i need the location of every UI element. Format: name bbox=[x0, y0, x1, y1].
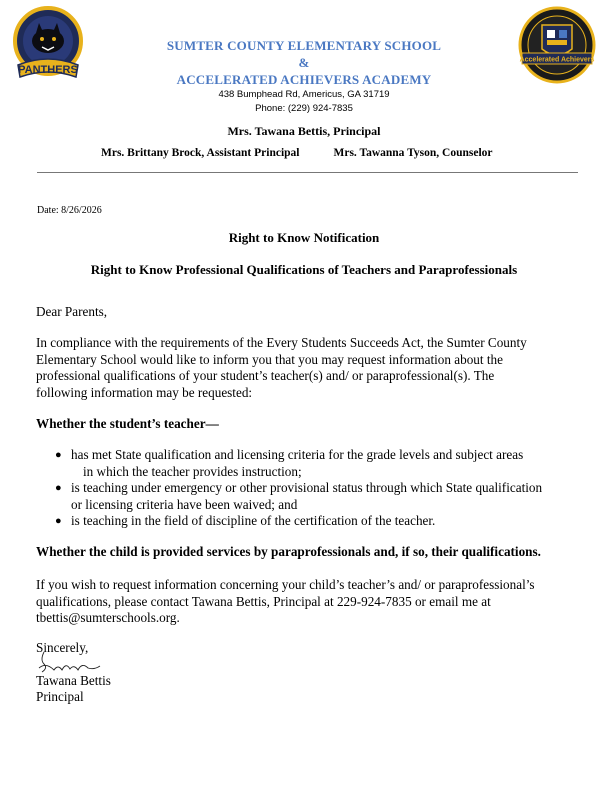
list-item-line: is teaching under emergency or other provisional status through which State qualification bbox=[71, 480, 543, 495]
bullet-icon: ● bbox=[55, 515, 62, 527]
intro-line: Elementary School would like to inform you that you may request information about the bbox=[36, 351, 503, 367]
signer-title: Principal bbox=[36, 689, 84, 704]
header-divider bbox=[37, 172, 578, 173]
panthers-logo-text: PANTHERS bbox=[18, 64, 78, 76]
signature-image bbox=[36, 648, 104, 676]
bullet-icon: ● bbox=[55, 449, 62, 461]
intro-paragraph bbox=[36, 335, 584, 401]
assistant-principal: Mrs. Brittany Brock, Assistant Principal bbox=[101, 147, 300, 159]
staff-line bbox=[101, 147, 493, 159]
crest-banner-text: Accelerated Achievers bbox=[519, 56, 595, 64]
list-item-line: in which the teacher provides instruction; bbox=[83, 463, 302, 479]
list-item-line: is teaching in the field of discipline of the certification of the teacher. bbox=[71, 513, 436, 528]
list-item bbox=[36, 447, 588, 480]
signer-name: Tawana Bettis bbox=[36, 673, 111, 688]
letter-date: Date: 8/26/2026 bbox=[37, 205, 102, 216]
greeting: Dear Parents, bbox=[36, 304, 108, 319]
teacher-criteria-list bbox=[36, 447, 588, 530]
contact-paragraph bbox=[36, 577, 584, 627]
list-item bbox=[36, 513, 588, 530]
school-name-line-1: SUMTER COUNTY ELEMENTARY SCHOOL bbox=[166, 38, 442, 53]
list-item-line: has met State qualification and licensing criteria for the grade levels and subject areas bbox=[71, 447, 524, 462]
school-phone: Phone: (229) 924-7835 bbox=[255, 103, 353, 114]
letter-title: Right to Know Notification bbox=[228, 230, 380, 245]
teacher-heading: Whether the student’s teacher— bbox=[36, 416, 219, 431]
closing: Sincerely, bbox=[36, 640, 89, 655]
contact-line: If you wish to request information concerning your child’s teacher’s and/ or paraprofessional’s bbox=[36, 577, 535, 592]
intro-line: professional qualifications of your student’s teacher(s) and/ or paraprofessional(s). The bbox=[36, 368, 495, 383]
counselor: Mrs. Tawanna Tyson, Counselor bbox=[333, 147, 493, 159]
contact-line: tbettis@sumterschools.org. bbox=[36, 610, 180, 625]
bullet-icon: ● bbox=[55, 482, 62, 494]
paraprofessional-heading: Whether the child is provided services by paraprofessionals and, if so, their qualifications. bbox=[36, 544, 541, 559]
school-address: 438 Bumphead Rd, Americus, GA 31719 bbox=[218, 89, 390, 100]
intro-line: following information may be requested: bbox=[36, 384, 253, 400]
contact-line: qualifications, please contact Tawana Bettis, Principal at 229-924-7835 or email me at bbox=[36, 593, 491, 609]
letter-subtitle: Right to Know Professional Qualifications of Teachers and Paraprofessionals bbox=[90, 262, 518, 277]
school-name-ampersand: & bbox=[298, 55, 310, 70]
principal-line: Mrs. Tawana Bettis, Principal bbox=[227, 124, 381, 138]
intro-line: In compliance with the requirements of the Every Students Succeeds Act, the Sumter County bbox=[36, 335, 527, 350]
school-name-line-2: ACCELERATED ACHIEVERS ACADEMY bbox=[176, 72, 432, 87]
list-item-line: or licensing criteria have been waived; and bbox=[71, 496, 298, 512]
list-item bbox=[36, 480, 588, 513]
